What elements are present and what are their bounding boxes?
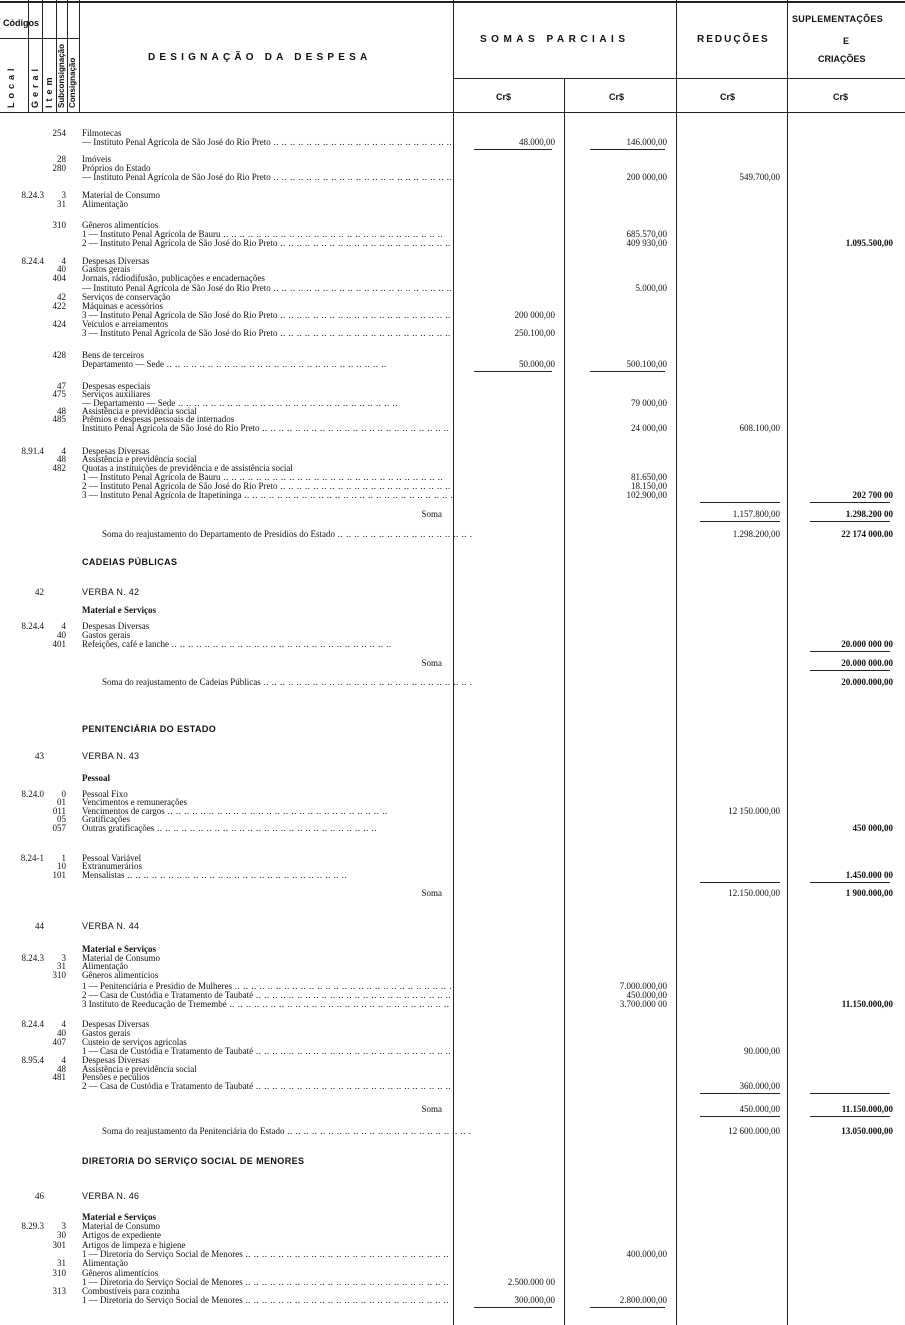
expense-description: 1 — Instituto Penal Agrícola de Bauru .. ..	[82, 229, 452, 239]
reduction-value: 12.150.000,00	[728, 888, 780, 898]
code-geral: 4	[61, 621, 66, 631]
table-row	[0, 359, 905, 369]
expense-description: 2 — Instituto Penal Agrícola de São José do Rio Preto .. ..	[82, 238, 452, 248]
partial-sum-1: 50.000,00	[519, 359, 555, 369]
soma-label: Soma	[421, 888, 442, 898]
header-geral: Geral	[30, 64, 40, 108]
expense-description: 2 — Casa de Custódia e Tratamento de Taubaté .. ..	[82, 1081, 452, 1091]
partial-sum-2: 5.000,00	[635, 283, 667, 293]
partial-sum-1: 250.100,00	[514, 328, 555, 338]
expense-description: VERBA N. 44	[82, 921, 140, 931]
partial-sum-2: 409 930,00	[626, 238, 667, 248]
expense-description: Imóveis	[82, 154, 111, 164]
code-geral: 1	[61, 853, 66, 863]
expense-description: Máquinas e acessórios	[82, 301, 163, 311]
expense-description: Veículos e arreiamentos	[82, 319, 168, 329]
code-geral: 310	[52, 1268, 66, 1278]
header-codes-rule	[0, 38, 79, 39]
expense-description: Gratificações	[82, 814, 130, 824]
header-currency-sp2: Cr$	[609, 92, 625, 102]
header-suplementacoes: SUPLEMENTAÇÕES	[792, 14, 884, 24]
header-currency-sp1: Cr$	[496, 92, 512, 102]
total-rule	[700, 1116, 780, 1117]
header-consignacao: Consignação	[68, 57, 77, 108]
expense-description: Assistência e previdência social	[82, 454, 197, 464]
header-somas-parciais: SOMAS PARCIAIS	[480, 34, 630, 45]
expense-description: Soma do reajustamento da Penitenciária do Estado .. ..	[102, 1126, 472, 1136]
expense-description: Extranumerários	[82, 861, 142, 871]
soma-label: Soma	[421, 1104, 442, 1114]
expense-description: Vencimentos de cargos .. ..	[82, 806, 452, 816]
table-row	[0, 529, 905, 539]
code-geral: 40	[57, 1028, 66, 1038]
code-geral: 422	[52, 301, 66, 311]
expense-description: Gêneros alimentícios	[82, 970, 159, 980]
code-local: 8.24.3	[21, 190, 44, 200]
total-rule	[810, 1093, 890, 1094]
expense-description: Alimentação	[82, 1258, 128, 1268]
partial-sum-2: 102.900,00	[626, 490, 667, 500]
header-top-rule	[0, 1, 905, 3]
code-local: 8.24.4	[21, 621, 44, 631]
partial-sum-2: 146.000,00	[626, 137, 667, 147]
expense-description: Gastos gerais	[82, 630, 131, 640]
code-local: 8.24.4	[21, 256, 44, 266]
expense-description: Despesas Diversas	[82, 621, 150, 631]
table-row	[0, 823, 905, 833]
total-rule	[810, 521, 890, 522]
table-row	[0, 1156, 905, 1166]
expense-description: Despesas especiais	[82, 381, 151, 391]
expense-description: VERBA N. 46	[82, 1191, 140, 1201]
code-local: 8.24.0	[21, 789, 44, 799]
header-e: E	[843, 36, 850, 46]
table-row	[0, 328, 905, 338]
table-row	[0, 490, 905, 500]
expense-description: Assistência e previdência social	[82, 1064, 197, 1074]
header-currency-sup: Cr$	[833, 92, 849, 102]
expense-description: Assistência e previdência social	[82, 406, 197, 416]
reduction-value: 12 600.000,00	[728, 1126, 780, 1136]
header-subconsignacao: Subconsignação	[57, 43, 66, 108]
expense-description: 3 — Instituto Penal Agrícola de São José do Rio Preto .. ..	[82, 310, 452, 320]
code-geral: 3	[61, 1221, 66, 1231]
header-codigos: Códigos	[3, 18, 39, 28]
code-geral: 48	[57, 406, 66, 416]
reduction-value: 549.700,00	[739, 172, 780, 182]
header-criacoes: CRIAÇÕES	[818, 54, 866, 64]
expense-description: Próprios do Estado	[82, 163, 151, 173]
table-row	[0, 888, 905, 898]
table-row	[0, 273, 905, 283]
expense-description: Material e Serviços	[82, 1212, 156, 1222]
expense-description: Material de Consumo	[82, 190, 160, 200]
code-geral: 475	[52, 389, 66, 399]
partial-sum-2: 3.700.000 00	[619, 999, 667, 1009]
expense-description: Pessoal	[82, 773, 110, 783]
expense-description: Despesas Diversas	[82, 1019, 150, 1029]
expense-description: 2 — Instituto Penal Agrícola de São José do Rio Preto .. ..	[82, 481, 452, 491]
code-geral: 40	[57, 630, 66, 640]
code-local: 8.24.4	[21, 1019, 44, 1029]
reduction-value: 450.000,00	[739, 1104, 780, 1114]
table-row	[0, 172, 905, 182]
supplement-value: 20.000 000.00	[841, 658, 893, 668]
header-reducoes: REDUÇÕES	[697, 34, 770, 45]
header-currency-red: Cr$	[720, 92, 736, 102]
table-row	[0, 773, 905, 783]
code-geral: 310	[52, 970, 66, 980]
header-local: Local	[6, 64, 16, 108]
partial-sum-2: 500.100,00	[626, 359, 667, 369]
expense-description: 1 — Diretoria do Serviço Social de Menores .. ..	[82, 1295, 452, 1305]
column-rule-local	[28, 0, 29, 112]
total-rule	[590, 371, 665, 372]
code-geral: 0	[61, 789, 66, 799]
table-row	[0, 1230, 905, 1240]
supplement-value: 20.000 000 00	[841, 639, 893, 649]
partial-sum-2: 2.800.000,00	[619, 1295, 667, 1305]
code-geral: 31	[57, 961, 66, 971]
code-geral: 28	[57, 154, 66, 164]
table-row	[0, 509, 905, 519]
expense-description: Material de Consumo	[82, 1221, 160, 1231]
reduction-value: 1.298.200,00	[732, 529, 780, 539]
reduction-value: 608.100,00	[739, 423, 780, 433]
table-row	[0, 557, 905, 567]
table-row	[0, 751, 905, 761]
expense-description: Refeições, café e lanche .. ..	[82, 639, 452, 649]
expense-description: 1 — Casa de Custódia e Tratamento de Taubaté .. ..	[82, 1046, 452, 1056]
expense-description: Custeio de serviços agrícolas	[82, 1037, 187, 1047]
code-geral: 057	[52, 823, 66, 833]
supplement-value: 11.150.000,00	[841, 1104, 893, 1114]
partial-sum-2: 24 000,00	[631, 423, 667, 433]
expense-description: DIRETORIA DO SERVIÇO SOCIAL DE MENORES	[82, 1156, 305, 1166]
table-row	[0, 423, 905, 433]
code-local: 8.24.3	[21, 953, 44, 963]
expense-description: Material e Serviços	[82, 944, 156, 954]
expense-description: Gastos gerais	[82, 1028, 131, 1038]
code-geral: 48	[57, 1064, 66, 1074]
code-geral: 313	[52, 1286, 66, 1296]
expense-description: VERBA N. 42	[82, 587, 140, 597]
expense-description: Artigos de limpeza e higiene	[82, 1240, 186, 1250]
supplement-value: 202 700 00	[852, 490, 893, 500]
partial-sum-2: 685.570,00	[626, 229, 667, 239]
table-row	[0, 1104, 905, 1114]
expense-description: 2 — Casa de Custódia e Tratamento de Taubaté .. ..	[82, 990, 452, 1000]
column-rule-geral	[42, 0, 43, 112]
code-geral: 407	[52, 1037, 66, 1047]
expense-description: Pensões e pecúlios	[82, 1072, 150, 1082]
expense-description: — Instituto Penal Agrícola de São José do Rio Preto .. ..	[82, 137, 452, 147]
code-geral: 01	[57, 797, 66, 807]
supplement-value: 22 174 000.00	[841, 529, 893, 539]
table-row	[0, 1191, 905, 1201]
table-row	[0, 724, 905, 734]
code-geral: 47	[57, 381, 66, 391]
column-rule-designacao	[79, 0, 80, 112]
code-geral: 4	[61, 1019, 66, 1029]
code-geral: 401	[52, 639, 66, 649]
code-geral: 42	[57, 292, 66, 302]
expense-description: 1 — Diretoria do Serviço Social de Menores .. ..	[82, 1277, 452, 1287]
code-local: 46	[35, 1191, 44, 1201]
expense-description: — Departamento — Sede .. ..	[82, 398, 452, 408]
supplement-value: 450 000,00	[852, 823, 893, 833]
header-designacao: DESIGNAÇÃO DA DESPESA	[148, 52, 372, 63]
partial-sum-1: 300.000,00	[514, 1295, 555, 1305]
table-row	[0, 1258, 905, 1268]
expense-description: CADEIAS PÚBLICAS	[82, 557, 178, 567]
reduction-value: 360.000,00	[739, 1081, 780, 1091]
expense-description: Departamento — Sede .. ..	[82, 359, 452, 369]
code-geral: 48	[57, 454, 66, 464]
expense-description: 3 — Instituto Penal Agrícola de Itapetininga .. ..	[82, 490, 452, 500]
supplement-value: 13.050.000,00	[841, 1126, 893, 1136]
code-geral: 481	[52, 1072, 66, 1082]
code-geral: 485	[52, 414, 66, 424]
partial-sum-2: 7.000.000,00	[619, 981, 667, 991]
expense-description: PENITENCIÁRIA DO ESTADO	[82, 724, 217, 734]
expense-description: — Instituto Penal Agrícola de São José do Rio Preto .. ..	[82, 172, 452, 182]
partial-sum-1: 200 000,00	[514, 310, 555, 320]
table-row	[0, 137, 905, 147]
table-row	[0, 238, 905, 248]
expense-description: Gastos gerais	[82, 264, 131, 274]
total-rule	[810, 502, 890, 503]
partial-sum-2: 400.000,00	[626, 1249, 667, 1259]
table-row	[0, 921, 905, 931]
partial-sum-1: 2.500.000 00	[507, 1277, 555, 1287]
table-row	[0, 1126, 905, 1136]
expense-description: Vencimentos e remunerações	[82, 797, 187, 807]
total-rule	[810, 670, 890, 671]
partial-sum-2: 18.150,00	[631, 481, 667, 491]
total-rule	[700, 1093, 780, 1094]
expense-description: Artigos de expediente	[82, 1230, 161, 1240]
expense-description: VERBA N. 43	[82, 751, 140, 761]
expense-description: 3 — Instituto Penal Agrícola de São José do Rio Preto .. ..	[82, 328, 452, 338]
code-geral: 011	[52, 806, 66, 816]
table-row	[0, 658, 905, 668]
code-local: 8.29.3	[21, 1221, 44, 1231]
supplement-value: 1 900.000,00	[845, 888, 893, 898]
expense-description: Despesas Diversas	[82, 446, 150, 456]
supplement-value: 11.150.000,00	[841, 999, 893, 1009]
reduction-value: 1.157.800,00	[732, 509, 780, 519]
expense-description: Quotas a instituições de previdência e de assistência social	[82, 463, 293, 473]
soma-label: Soma	[421, 658, 442, 668]
total-rule	[474, 149, 552, 150]
expense-description: Pessoal Fixo	[82, 789, 128, 799]
code-geral: 310	[52, 220, 66, 230]
code-local: 8.91.4	[21, 446, 44, 456]
code-local: 8.24-1	[20, 853, 44, 863]
code-geral: 301	[52, 1240, 66, 1250]
expense-description: 3 Instituto de Reeducação de Tremembé .. ..	[82, 999, 452, 1009]
table-row	[0, 999, 905, 1009]
supplement-value: 1.298.200 00	[845, 509, 893, 519]
expense-description: Serviços auxiliares	[82, 389, 151, 399]
expense-description: Alimentação	[82, 199, 128, 209]
code-local: 43	[35, 751, 44, 761]
expense-description: Material de Consumo	[82, 953, 160, 963]
supplement-value: 20.000.000,00	[841, 677, 893, 687]
total-rule	[810, 882, 890, 883]
code-geral: 404	[52, 273, 66, 283]
total-rule	[474, 371, 552, 372]
expense-description: 1 — Diretoria do Serviço Social de Menores .. ..	[82, 1249, 452, 1259]
total-rule	[810, 1116, 890, 1117]
code-local: 42	[35, 587, 44, 597]
expense-description: Filmotecas	[82, 128, 122, 138]
expense-description: Gêneros alimentícios	[82, 1268, 159, 1278]
expense-description: Pessoal Variável	[82, 853, 142, 863]
total-rule	[590, 1307, 665, 1308]
partial-sum-2: 200 000,00	[626, 172, 667, 182]
table-row	[0, 677, 905, 687]
partial-sum-2: 79 000,00	[631, 398, 667, 408]
header-bottom-rule	[0, 112, 905, 113]
reduction-value: 90.000,00	[744, 1046, 780, 1056]
expense-description: — Instituto Penal Agrícola de São José do Rio Preto .. ..	[82, 283, 452, 293]
expense-description: Combustíveis para cozinha	[82, 1286, 180, 1296]
expense-description: Bens de terceiros	[82, 350, 144, 360]
total-rule	[810, 651, 890, 652]
table-row	[0, 1081, 905, 1091]
table-row	[0, 639, 905, 649]
expense-description: Despesas Diversas	[82, 1055, 150, 1065]
expense-description: Soma do reajustamento do Departamento de Presídios do Estado .. ..	[102, 529, 472, 539]
code-geral: 428	[52, 350, 66, 360]
total-rule	[590, 149, 665, 150]
code-geral: 40	[57, 264, 66, 274]
expense-description: Mensalistas .. ..	[82, 870, 452, 880]
expense-description: Instituto Penal Agrícola de São José do Rio Preto .. ..	[82, 423, 452, 433]
code-geral: 05	[57, 814, 66, 824]
code-geral: 3	[61, 953, 66, 963]
code-geral: 424	[52, 319, 66, 329]
code-geral: 482	[52, 463, 66, 473]
total-rule	[700, 502, 780, 503]
code-local: 8.95.4	[21, 1055, 44, 1065]
code-geral: 30	[57, 1230, 66, 1240]
expense-description: Gêneros alimentícios	[82, 220, 159, 230]
table-row	[0, 870, 905, 880]
expense-description: 1 — Penitenciária e Presídio de Mulheres .. ..	[82, 981, 452, 991]
table-row	[0, 587, 905, 597]
total-rule	[700, 521, 780, 522]
expense-description: Outras gratificações .. ..	[82, 823, 452, 833]
expense-description: Prêmios e despesas pessoais de internados	[82, 414, 235, 424]
expense-description: Jornais, rádiodifusão, publicações e encadernações	[82, 273, 265, 283]
header-item: Item	[44, 73, 54, 108]
expense-description: Soma do reajustamento de Cadeias Públicas .. ..	[102, 677, 472, 687]
code-geral: 4	[61, 256, 66, 266]
code-geral: 4	[61, 1055, 66, 1065]
code-geral: 31	[57, 1258, 66, 1268]
total-rule	[700, 882, 780, 883]
code-geral: 10	[57, 861, 66, 871]
expense-description: Material e Serviços	[82, 605, 156, 615]
code-local: 44	[35, 921, 44, 931]
table-row	[0, 605, 905, 615]
supplement-value: 1.095.500,00	[845, 238, 893, 248]
partial-sum-1: 48.000,00	[519, 137, 555, 147]
supplement-value: 1.450.000 00	[845, 870, 893, 880]
soma-label: Soma	[421, 509, 442, 519]
total-rule	[474, 1307, 552, 1308]
expense-description: 1 — Instituto Penal Agrícola de Bauru .. ..	[82, 472, 452, 482]
code-geral: 3	[61, 190, 66, 200]
expense-description: Serviços de conservação	[82, 292, 171, 302]
code-geral: 4	[61, 446, 66, 456]
code-geral: 31	[57, 199, 66, 209]
table-row	[0, 970, 905, 980]
header-currency-rule	[453, 78, 905, 79]
code-geral: 101	[52, 870, 66, 880]
code-geral: 280	[52, 163, 66, 173]
table-row	[0, 199, 905, 209]
expense-description: Despesas Diversas	[82, 256, 150, 266]
partial-sum-2: 81.650,00	[631, 472, 667, 482]
table-row	[0, 1295, 905, 1305]
code-geral: 254	[52, 128, 66, 138]
partial-sum-2: 450.000,00	[626, 990, 667, 1000]
expense-description: Alimentação	[82, 961, 128, 971]
reduction-value: 12 150.000,00	[728, 806, 780, 816]
